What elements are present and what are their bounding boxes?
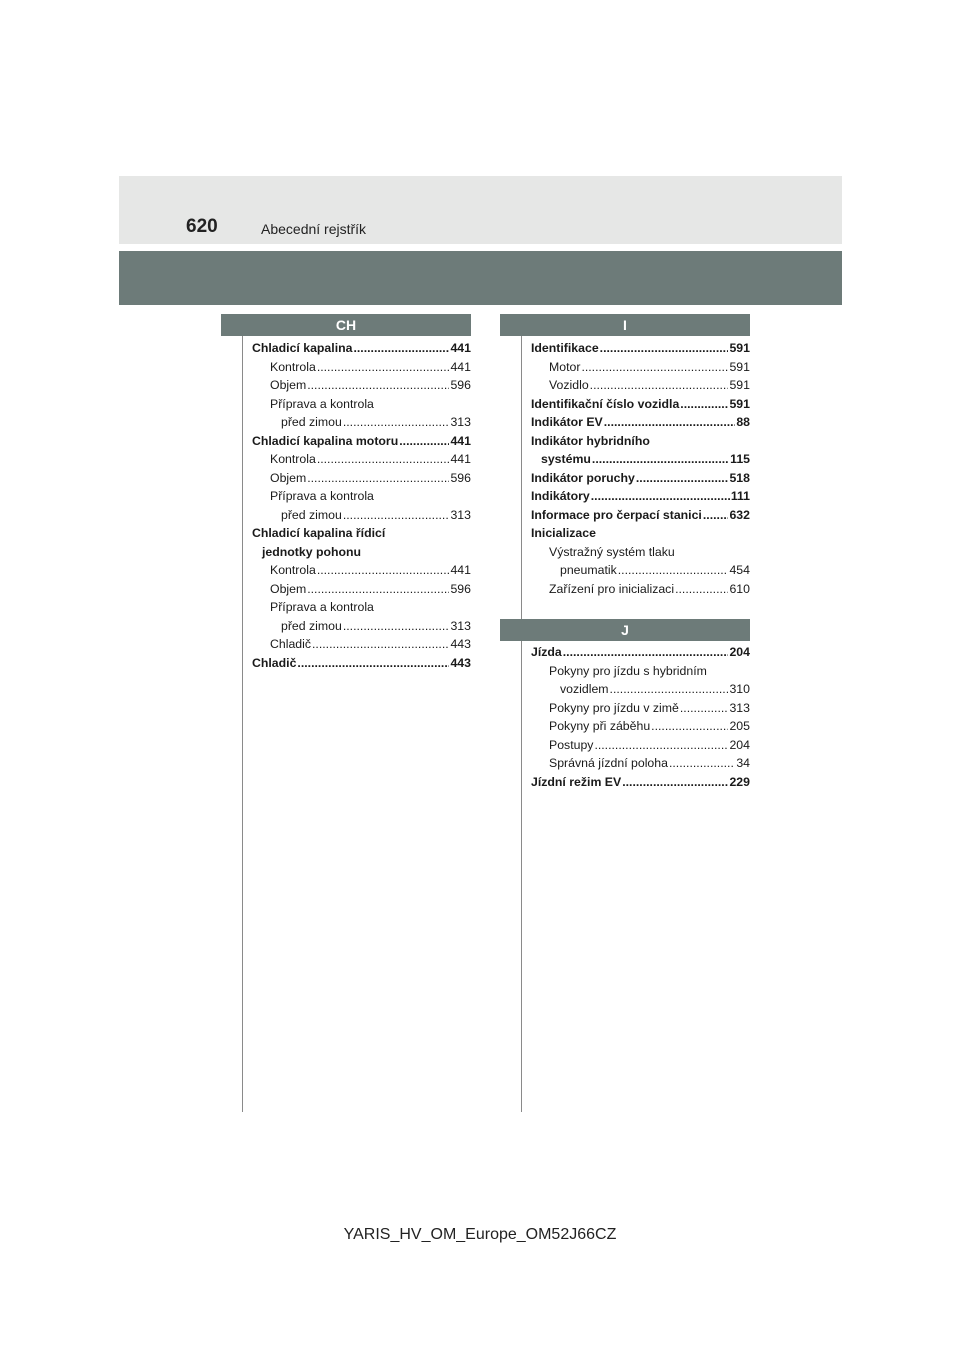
column-divider-left — [242, 336, 243, 1112]
index-entry[interactable]: Objem ..... 596 — [252, 469, 471, 488]
index-entry[interactable]: před zimou ..... 313 — [252, 413, 471, 432]
index-entry: jednotky pohonu — [262, 544, 362, 559]
index-entry: Pokyny pro jízdu s hybridním — [549, 663, 707, 678]
index-entry[interactable]: Chladič ..... 443 — [252, 654, 471, 673]
section-heading-j: J — [500, 619, 750, 641]
index-entry[interactable]: Objem ..... 596 — [252, 376, 471, 395]
header-bar — [119, 176, 842, 244]
column-divider-right — [521, 336, 522, 1112]
section-heading-ch: CH — [221, 314, 471, 336]
index-entry[interactable]: vozidlem ..... 310 — [531, 680, 750, 699]
index-entry[interactable]: Jízda ..... 204 — [531, 643, 750, 662]
index-entry[interactable]: Kontrola ..... 441 — [252, 358, 471, 377]
header-band — [119, 251, 842, 305]
index-entry[interactable]: Jízdní režim EV ..... 229 — [531, 773, 750, 792]
index-entry[interactable]: Pokyny při záběhu ..... 205 — [531, 717, 750, 736]
index-list-j — [531, 643, 750, 791]
index-entry[interactable]: Chladicí kapalina ..... 441 — [252, 339, 471, 358]
index-entry[interactable]: Kontrola ..... 441 — [252, 561, 471, 580]
index-entry[interactable]: před zimou ..... 313 — [252, 617, 471, 636]
index-entry[interactable]: Správná jízdní poloha ..... 34 — [531, 754, 750, 773]
index-entry: Výstražný systém tlaku — [549, 544, 675, 559]
index-entry[interactable]: Zařízení pro inicializaci ..... 610 — [531, 580, 750, 599]
index-entry[interactable]: Chladicí kapalina motoru ..... 441 — [252, 432, 471, 451]
page-number: 620 — [186, 216, 218, 237]
index-entry[interactable]: Indikátor EV ..... 88 — [531, 413, 750, 432]
index-entry[interactable]: Objem ..... 596 — [252, 580, 471, 599]
index-entry: Příprava a kontrola — [270, 600, 374, 614]
index-entry[interactable]: před zimou ..... 313 — [252, 506, 471, 525]
document-id: YARIS_HV_OM_Europe_OM52J66CZ — [343, 1226, 617, 1243]
index-entry[interactable]: Vozidlo ..... 591 — [531, 376, 750, 395]
index-entry: Příprava a kontrola — [270, 396, 374, 411]
index-entry[interactable]: Chladič ..... 443 — [252, 635, 471, 654]
index-entry[interactable]: systému ..... 115 — [531, 450, 750, 469]
index-entry[interactable]: Identifikace ..... 591 — [531, 339, 750, 358]
index-entry[interactable]: pneumatik ..... 454 — [531, 561, 750, 580]
index-entry[interactable]: Indikátory ..... 111 — [531, 487, 750, 506]
index-entry: Příprava a kontrola — [270, 489, 374, 503]
index-entry[interactable]: Kontrola ..... 441 — [252, 450, 471, 469]
section-title: Abecední rejstřík — [261, 221, 367, 237]
index-entry[interactable]: Informace pro čerpací stanici ..... 632 — [531, 506, 750, 525]
index-entry[interactable]: Identifikační číslo vozidla ..... 591 — [531, 395, 750, 414]
index-entry: Chladicí kapalina řídicí — [252, 526, 386, 540]
index-entry[interactable]: Postupy ..... 204 — [531, 736, 750, 755]
index-entry[interactable]: Indikátor poruchy ..... 518 — [531, 469, 750, 488]
index-entry: Indikátor hybridního — [531, 433, 650, 448]
index-list-ch — [252, 339, 471, 672]
index-entry[interactable]: Motor ..... 591 — [531, 358, 750, 377]
index-entry: Inicializace — [531, 526, 596, 540]
index-list-i — [531, 339, 750, 598]
index-entry[interactable]: Pokyny pro jízdu v zimě ..... 313 — [531, 699, 750, 718]
section-heading-i: I — [500, 314, 750, 336]
